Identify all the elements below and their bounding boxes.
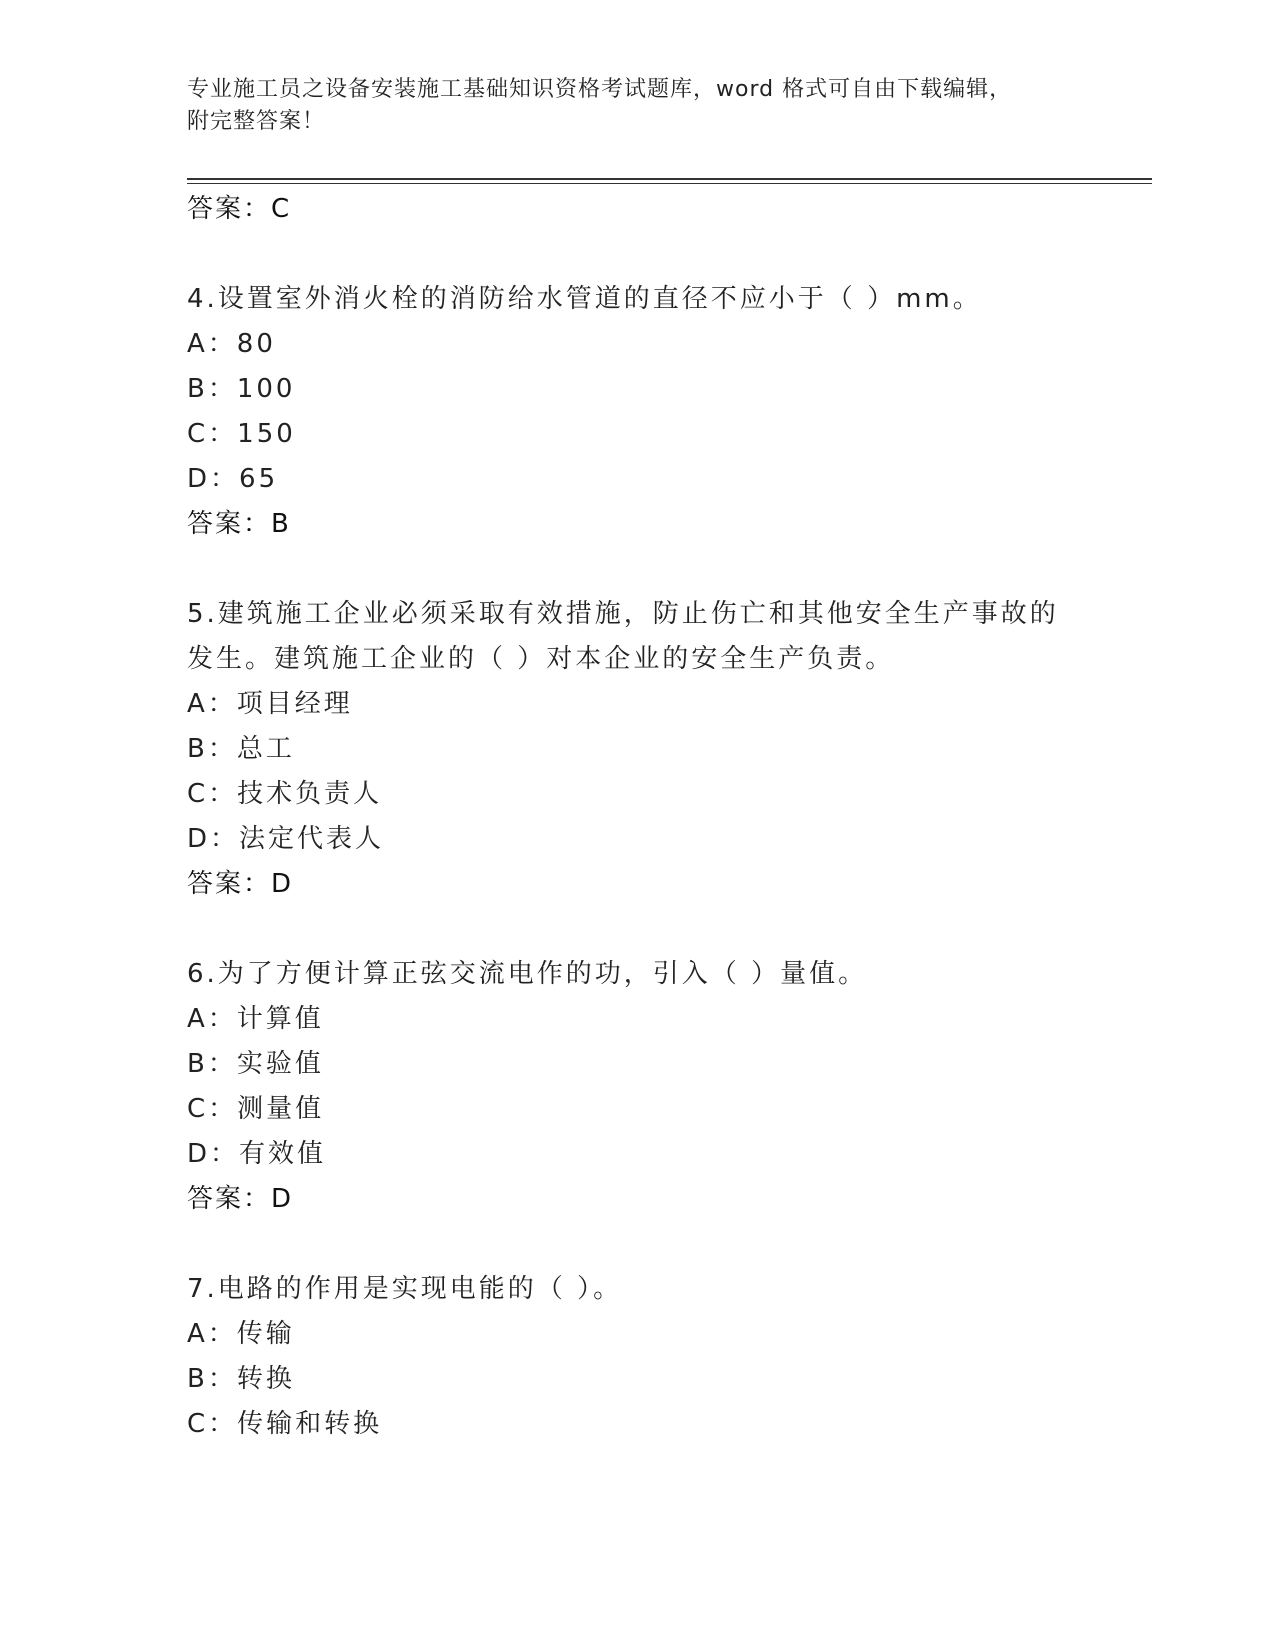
- question-4-answer: 答案：B: [187, 509, 291, 539]
- question-7-option-c: C：传输和转换: [187, 1409, 383, 1439]
- question-7-option-b: B：转换: [187, 1364, 295, 1394]
- question-4-option-b: B：100: [187, 374, 296, 404]
- question-5-option-a: A：项目经理: [187, 689, 353, 719]
- question-5-option-d: D：法定代表人: [187, 824, 385, 854]
- question-6-answer: 答案：D: [187, 1184, 294, 1214]
- question-4-option-a: A：80: [187, 329, 276, 359]
- question-6-option-d: D：有效值: [187, 1139, 327, 1169]
- question-4-option-d: D：65: [187, 464, 279, 494]
- question-5-text-line-1: 5.建筑施工企业必须采取有效措施，防止伤亡和其他安全生产事故的: [187, 599, 1059, 629]
- answer-previous: 答案：C: [187, 194, 292, 224]
- question-4-text: 4.设置室外消火栓的消防给水管道的直径不应小于（ ）mm。: [187, 284, 982, 314]
- question-5-option-b: B：总工: [187, 734, 295, 764]
- question-6-option-c: C：测量值: [187, 1094, 325, 1124]
- question-6-text: 6.为了方便计算正弦交流电作的功，引入（ ）量值。: [187, 959, 868, 989]
- header-divider-thin: [187, 183, 1152, 184]
- question-6-option-a: A：计算值: [187, 1004, 324, 1034]
- header-line-1: 专业施工员之设备安装施工基础知识资格考试题库，word 格式可自由下载编辑，: [187, 77, 1013, 102]
- document-header: [187, 74, 1067, 138]
- question-7-option-a: A：传输: [187, 1319, 295, 1349]
- question-7-text: 7.电路的作用是实现电能的（ ）。: [187, 1274, 623, 1304]
- header-divider-thick: [187, 178, 1152, 180]
- question-6-option-b: B：实验值: [187, 1049, 324, 1079]
- question-5-option-c: C：技术负责人: [187, 779, 383, 809]
- question-4-option-c: C：150: [187, 419, 296, 449]
- question-5-text-line-2: 发生。建筑施工企业的（ ）对本企业的安全生产负责。: [187, 644, 895, 674]
- header-line-2: 附完整答案！: [187, 109, 326, 134]
- question-5-answer: 答案：D: [187, 869, 294, 899]
